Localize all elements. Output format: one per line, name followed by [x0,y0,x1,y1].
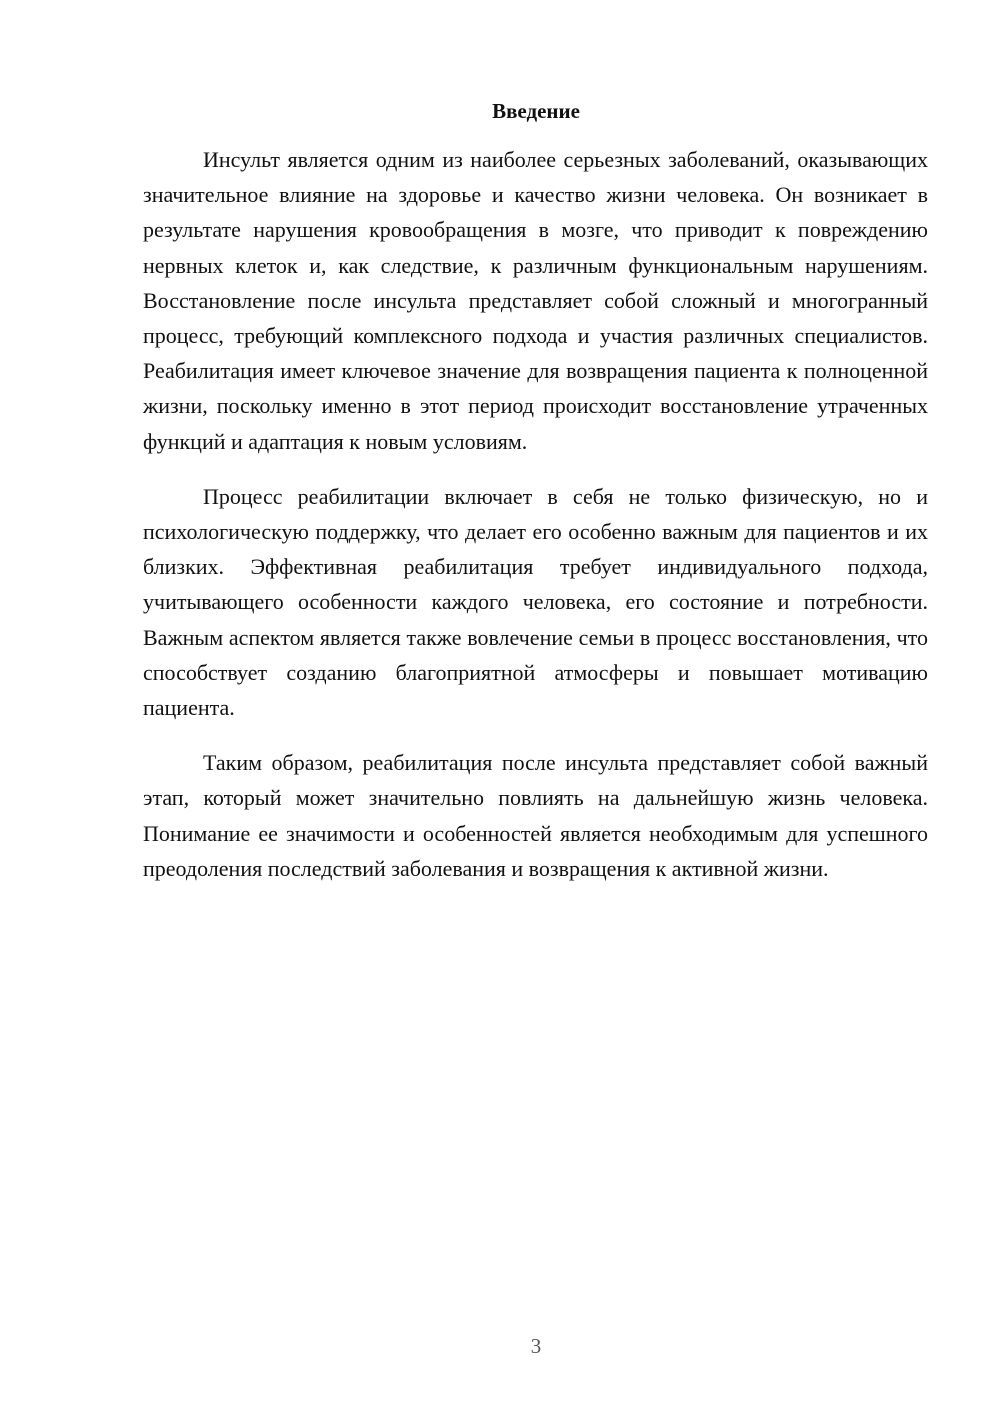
paragraph-1: Инсульт является одним из наиболее серьезных заболеваний, оказывающих значительное влияние на здоровье и качество жизни человека. Он возникает в результате нарушения кровообращения в мозге, что приводит к повреждению нервных клеток и, как следствие, к различным функциональным нарушениям. Восстановление после инсульта представляет собой сложный и многогранный процесс, требующий комплексного подхода и участия различных специалистов. Реабилитация имеет ключевое значение для возвращения пациента к полноценной жизни, поскольку именно в этот период происходит восстановление утраченных функций и адаптация к новым условиям. [143,147,928,454]
paragraph-3: Таким образом, реабилитация после инсульта представляет собой важный этап, который может значительно повлиять на дальнейшую жизнь человека. Понимание ее значимости и особенностей является необходимым для успешного преодоления последствий заболевания и возвращения к активной жизни. [143,750,928,881]
paragraph-2: Процесс реабилитации включает в себя не только физическую, но и психологическую поддержку, что делает его особенно важным для пациентов и их близких. Эффективная реабилитация требует индивидуального подхода, учитывающего особенности каждого человека, его состояние и потребности. Важным аспектом является также вовлечение семьи в процесс восстановления, что способствует созданию благоприятной атмосферы и повышает мотивацию пациента. [143,483,928,721]
page-number: 3 [530,1334,542,1358]
section-heading: Введение [492,99,580,123]
body-text [143,142,928,886]
